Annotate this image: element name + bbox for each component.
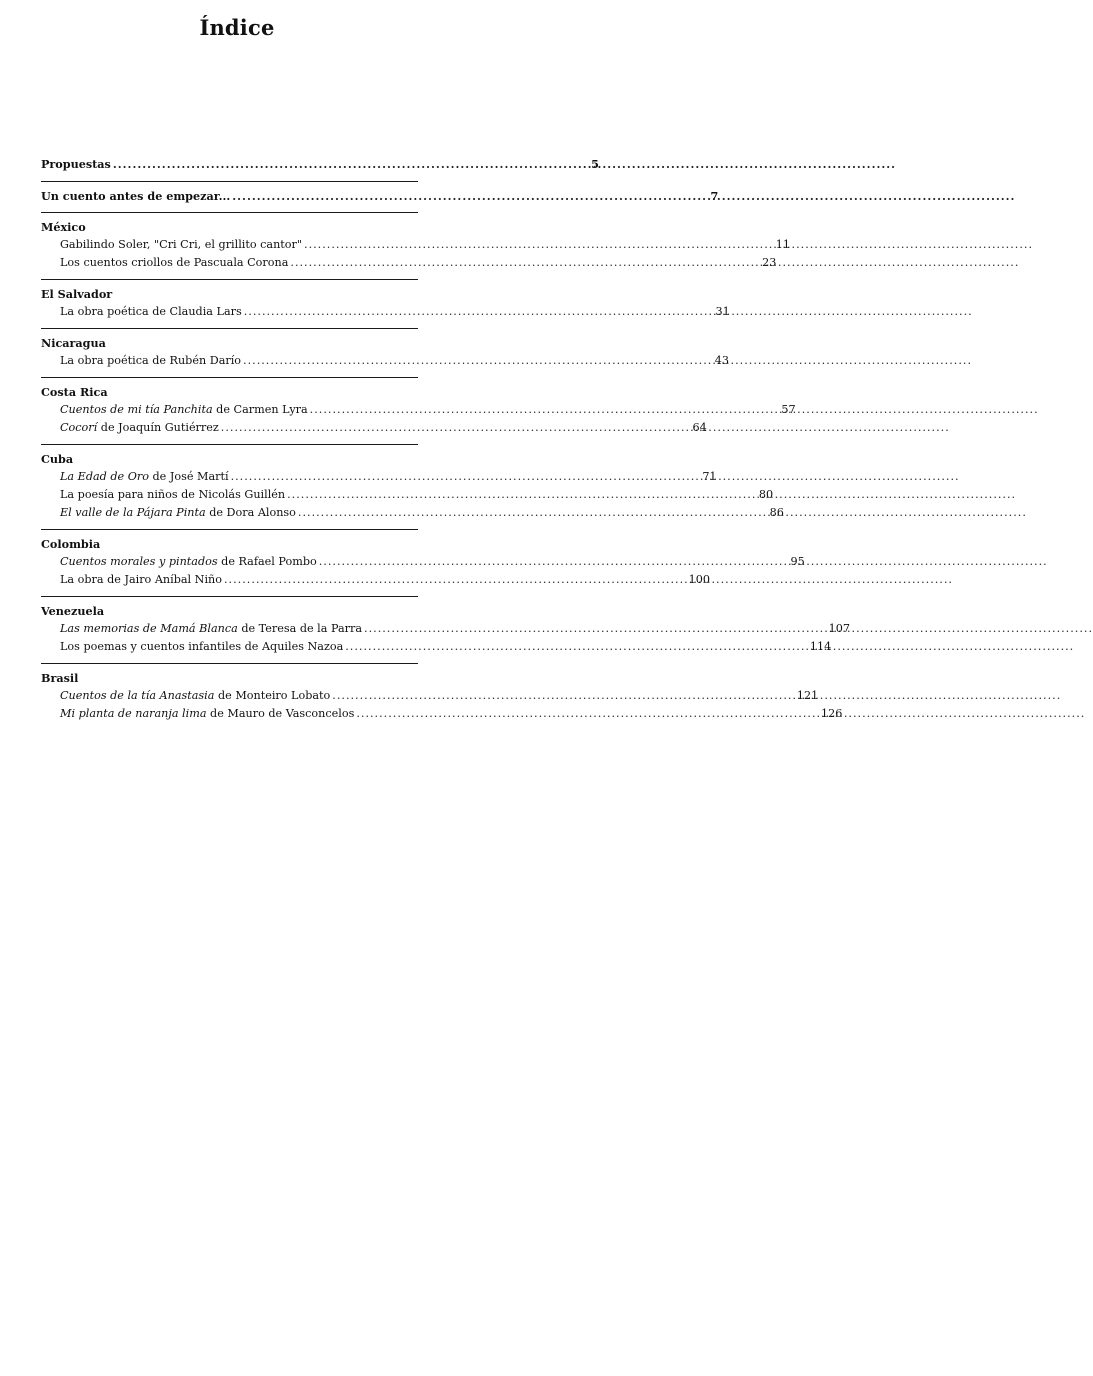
toc-section [41,596,851,656]
toc-entry-title [60,638,343,656]
page-number: 64 [692,421,707,434]
dot-leader [345,638,355,656]
dot-leader [364,620,374,638]
toc-entry [41,571,710,589]
toc-entry-title [60,303,242,321]
toc-entry-title [60,236,302,254]
page-number: 121 [796,689,819,702]
page-number: 86 [769,506,784,519]
toc-entry-title [60,687,330,705]
entry-text: Gabilindo Soler, "Cri Cri, el grillito cantor" [60,238,303,251]
toc-entry-title [60,705,354,723]
toc-heading: Colombia [41,537,101,551]
page-number: 57 [781,403,796,416]
work-title: Cuentos morales y pintados [60,555,218,568]
toc-heading-row [41,535,418,553]
work-title: Las memorias de Mamá Blanca [60,622,238,635]
work-title: Mi planta de naranja lima [60,707,207,720]
page-number: 100 [688,573,710,586]
toc-entry [41,687,819,705]
document-page [0,0,851,720]
toc-heading-row [41,383,418,401]
work-title: Cocorí [60,421,98,434]
toc-entry [41,638,832,656]
toc-entry [41,236,791,254]
toc-heading-row [41,218,418,236]
toc-heading: Propuestas [41,157,111,171]
dot-leader [113,155,123,173]
entry-text: de Teresa de la Parra [237,622,363,635]
toc-section [41,181,719,205]
work-title: Cuentos de la tía Anastasia [60,689,215,702]
dot-leader [319,553,329,571]
toc-section [41,155,599,173]
dot-leader [332,687,342,705]
toc-entry [41,620,851,638]
dot-leader [304,236,314,254]
entry-text: de Mauro de Vasconcelos [206,707,355,720]
page-number: 126 [820,707,843,720]
dot-leader [232,187,242,205]
entry-text: La obra poética de Rubén Darío [60,354,242,367]
page-number: 7 [710,189,719,203]
entry-text: de Carmen Lyra [212,403,308,416]
toc-heading-row [41,450,418,468]
entry-text: de Dora Alonso [205,506,296,519]
page-number: 23 [762,256,777,269]
toc-entry [41,303,730,321]
entry-text: de Joaquín Gutiérrez [97,421,219,434]
toc-entry-title [60,401,308,419]
toc-heading-row [41,285,418,303]
toc-entry [41,486,774,504]
toc-heading-row [41,669,418,687]
toc-section [41,529,805,589]
entry-text: de Rafael Pombo [217,555,317,568]
toc-section [41,279,730,321]
dot-leader [231,468,241,486]
toc-section [41,444,784,522]
toc-heading-row [41,334,418,352]
work-title: El valle de la Pájara Pinta [60,506,206,519]
entry-text: de José Martí [148,470,229,483]
dot-leader [310,401,320,419]
page-number: 71 [702,470,717,483]
entry-text: La obra de Jairo Aníbal Niño [60,573,222,586]
dot-leader [243,352,253,370]
toc-entry-title [60,419,219,437]
page-number: 5 [591,157,599,171]
toc-heading: Brasil [41,671,79,685]
work-title: La Edad de Oro [60,470,149,483]
dot-leader [244,303,254,321]
entry-text: La obra poética de Claudia Lars [60,305,242,318]
toc-heading: Nicaragua [41,336,106,350]
toc-section [41,212,791,272]
toc-heading-row [41,155,599,173]
toc-entry [41,401,796,419]
toc-heading: Venezuela [41,604,105,618]
work-title: Cuentos de mi tía Panchita [60,403,213,416]
toc-entry-title [60,352,241,370]
toc-heading: Un cuento antes de empezar... [41,189,231,203]
toc-section [41,377,796,437]
page-number: 43 [714,354,730,367]
entry-text: Los cuentos criollos de Pascuala Corona [60,256,289,269]
entry-text: La poesía para niños de Nicolás Guillén [60,488,286,501]
toc-heading: Costa Rica [41,385,108,399]
toc-entry [41,254,777,272]
toc-entry-title [60,553,317,571]
page-number: 11 [775,238,791,251]
toc-heading-row [41,602,418,620]
toc-section [41,663,843,723]
dot-leader [290,254,300,272]
toc-entry [41,419,707,437]
entry-text: Los poemas y cuentos infantiles de Aquiles Nazoa [60,640,344,653]
page-title: Índice [199,15,275,40]
toc-entry [41,553,805,571]
toc-section [41,328,730,370]
dot-leader [224,571,234,589]
page-number: 95 [790,555,805,568]
page-number: 107 [828,622,851,635]
toc-heading: Cuba [41,452,74,466]
page-number: 80 [758,488,774,501]
toc-heading: El Salvador [41,287,113,301]
toc-entry [41,468,717,486]
dot-leader [221,419,231,437]
toc-entry [41,504,784,522]
page-number: 114 [809,640,832,653]
toc-entry-title [60,620,362,638]
toc-heading-row [41,187,719,205]
toc-heading: México [41,220,86,234]
page-number: 31 [715,305,730,318]
table-of-contents [41,155,851,723]
toc-entry-title [60,254,288,272]
toc-entry-title [60,571,222,589]
toc-entry [41,352,730,370]
entry-text: de Monteiro Lobato [214,689,331,702]
toc-entry-title [60,468,229,486]
